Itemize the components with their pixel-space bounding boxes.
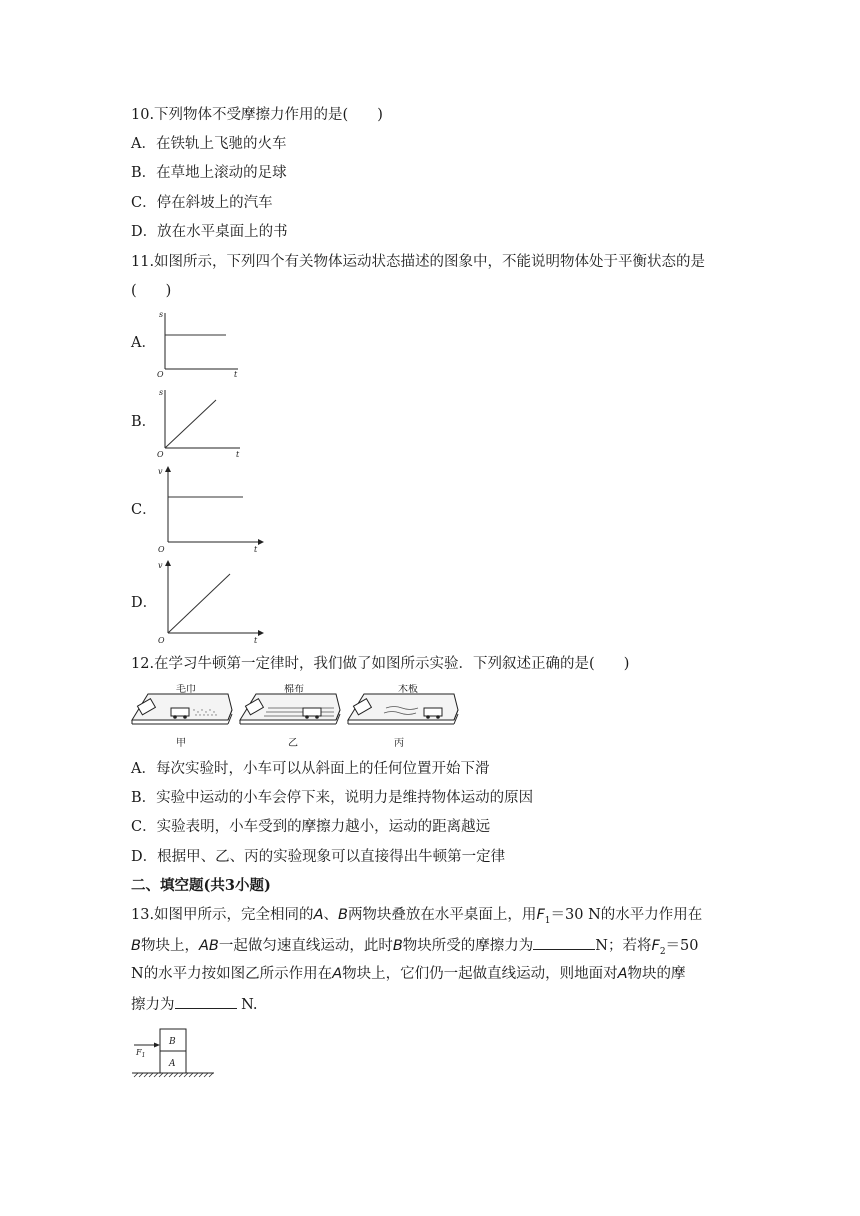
q11-graph-a-origin: O (157, 370, 164, 379)
q12-option-c: C．实验表明，小车受到的摩擦力越小，运动的距离越远 (131, 819, 491, 835)
force-label: $F_1$ (136, 1048, 146, 1059)
q11-graph-d-origin: O (158, 636, 165, 645)
q13-blank-1[interactable] (533, 935, 595, 950)
q10-option-c: C．停在斜坡上的汽车 (131, 195, 273, 211)
block-b-label: B (169, 1037, 176, 1047)
q11-graph-a (150, 307, 250, 379)
q12-experiment-figure (128, 684, 468, 756)
q13-blocks-figure (128, 1025, 223, 1085)
q13-line4: 擦力为 N. (131, 994, 257, 1015)
q12-option-d: D．根据甲、乙、丙的实验现象可以直接得出牛顿第一定律 (131, 849, 506, 865)
q11-graph-c-origin: O (158, 545, 165, 554)
q12-panel-towel (132, 684, 232, 749)
q10-option-a: A．在铁轨上飞驰的火车 (131, 136, 287, 152)
q12-panel-wood (348, 684, 458, 749)
q12-surface-wood: 木板 (398, 684, 418, 695)
q10-option-b: B．在草地上滚动的足球 (131, 165, 287, 181)
q12-surface-towel: 毛巾 (176, 684, 196, 695)
q10-stem: 10.下列物体不受摩擦力作用的是( ) (131, 107, 383, 123)
q12-surface-cotton: 棉布 (284, 684, 304, 695)
ground-hatch (134, 1073, 213, 1077)
q11-graph-b (150, 384, 250, 460)
q11-graph-b-label: B． (131, 414, 157, 430)
q13-line3: N的水平力按如图乙所示作用在A物块上，它们仍一起做直线运动，则地面对A物块的摩 (131, 966, 686, 982)
q11-graph-d-x-label: t (254, 636, 258, 645)
q11-graph-c-label: C． (131, 502, 157, 518)
q13-line2: B物块上，AB一起做匀速直线运动，此时B物块所受的摩擦力为 N；若将$F_2=50$ (131, 935, 699, 962)
q11-stem-line1: 11.如图所示，下列四个有关物体运动状态描述的图象中，不能说明物体处于平衡状态的是 (131, 254, 706, 270)
q11-graph-b-origin: O (157, 450, 164, 459)
q13-blank-2[interactable] (175, 994, 237, 1009)
q11-graph-d-label: D． (131, 595, 158, 611)
q11-graph-a-label: A． (131, 335, 156, 351)
q11-graph-d (150, 558, 270, 646)
q11-stem-line2: ( ) (131, 283, 172, 299)
q12-panel-cotton (240, 684, 340, 749)
q12-stem: 12.在学习牛顿第一定律时，我们做了如图所示实验．下列叙述正确的是( ) (131, 656, 630, 672)
q12-caption-jia: 甲 (176, 738, 186, 749)
q11-graph-c-x-label: t (254, 545, 258, 554)
q11-graph-a-y-label: s (159, 310, 164, 319)
q11-graph-b-x-label: t (236, 450, 240, 459)
q12-caption-yi: 乙 (288, 738, 298, 749)
q11-graph-c-y-label: v (158, 467, 163, 476)
q11-graph-d-y-label: v (158, 561, 163, 570)
q12-option-b: B．实验中运动的小车会停下来，说明力是维持物体运动的原因 (131, 790, 534, 806)
q12-caption-bing: 丙 (394, 738, 404, 749)
section-heading: 二、填空题(共3小题) (131, 877, 271, 894)
q10-option-d: D．放在水平桌面上的书 (131, 224, 288, 240)
q11-graph-a-x-label: t (234, 370, 238, 379)
q12-option-a: A．每次实验时，小车可以从斜面上的任何位置开始下滑 (131, 761, 490, 777)
q11-graph-c (150, 464, 270, 554)
q11-graph-b-y-label: s (159, 388, 164, 397)
block-a-label: A (169, 1059, 176, 1069)
q13-line1: 13.如图甲所示，完全相同的A、B两物块叠放在水平桌面上，用$F_1=30$ N的水平力作用在 (131, 907, 703, 926)
